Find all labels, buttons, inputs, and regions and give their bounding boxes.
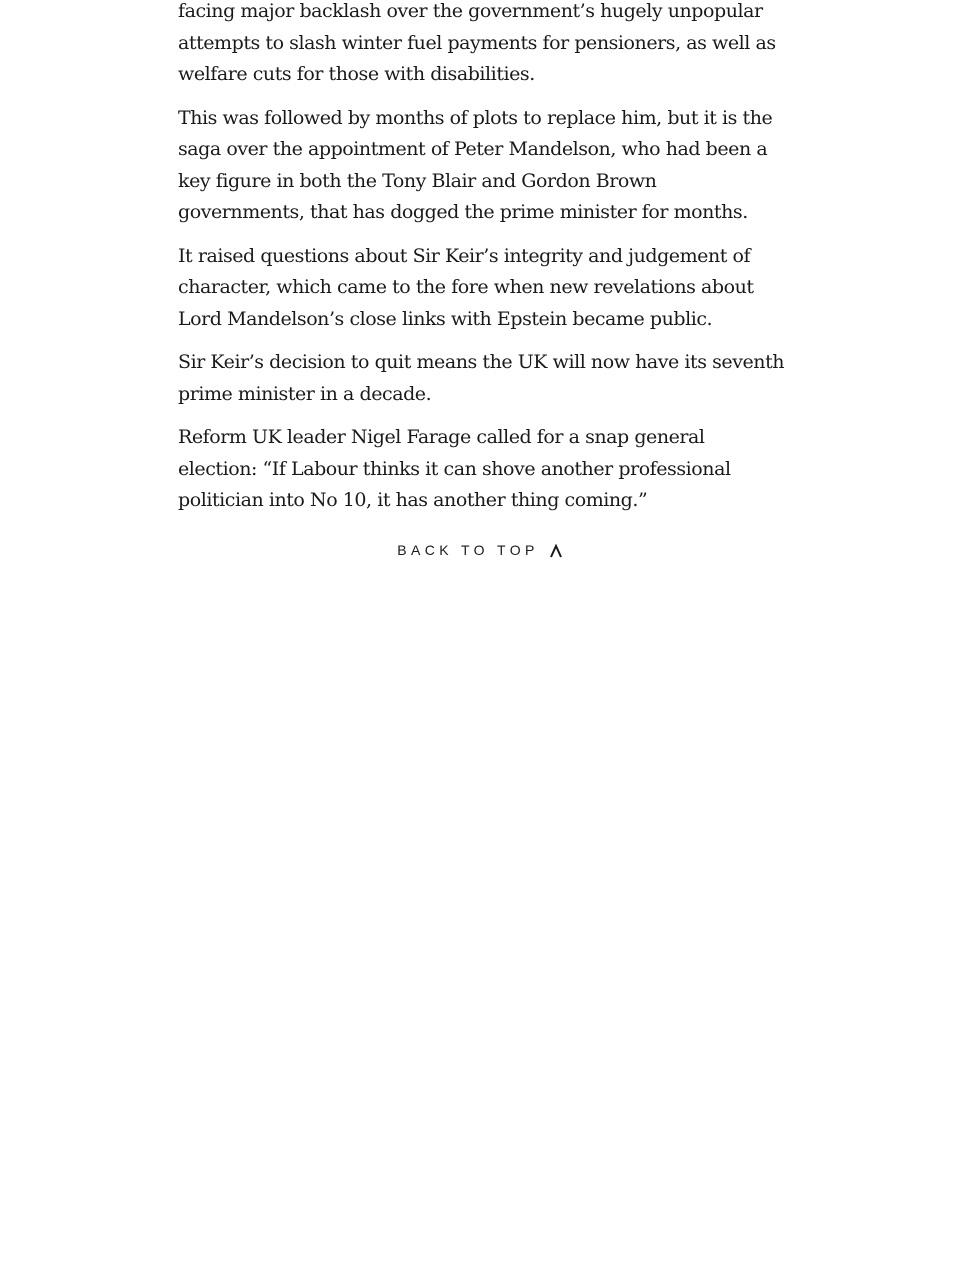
article-paragraph: Sir Keir’s decision to quit means the UK will now have its seventh prime minister in a decade. [178, 351, 785, 405]
back-to-top-link[interactable] [0, 542, 960, 558]
back-to-top-label: BACK TO TOP [397, 542, 539, 558]
article-paragraph: It raised questions about Sir Keir’s integrity and judgement of character, which came to the fore when new revelations about Lord Mandelson’s close links with Epstein became public. [178, 244, 754, 330]
caret-up-icon [549, 544, 563, 558]
article-paragraph: This was followed by months of plots to replace him, but it is the saga over the appointment of Peter Mandelson, who had been a key figure in both the Tony Blair and Gordon Brown governments, that has dogged the prime minister for months. [178, 106, 773, 223]
article-paragraph: facing major backlash over the government’s hugely unpopular attempts to slash winter fuel payments for pensioners, as well as welfare cuts for those with disabilities. [178, 0, 776, 85]
article-paragraph: Reform UK leader Nigel Farage called for a snap general election: “If Labour thinks it can shove another professional politician into No 10, it has another thing coming.” [178, 426, 731, 511]
article-body [178, 0, 788, 529]
